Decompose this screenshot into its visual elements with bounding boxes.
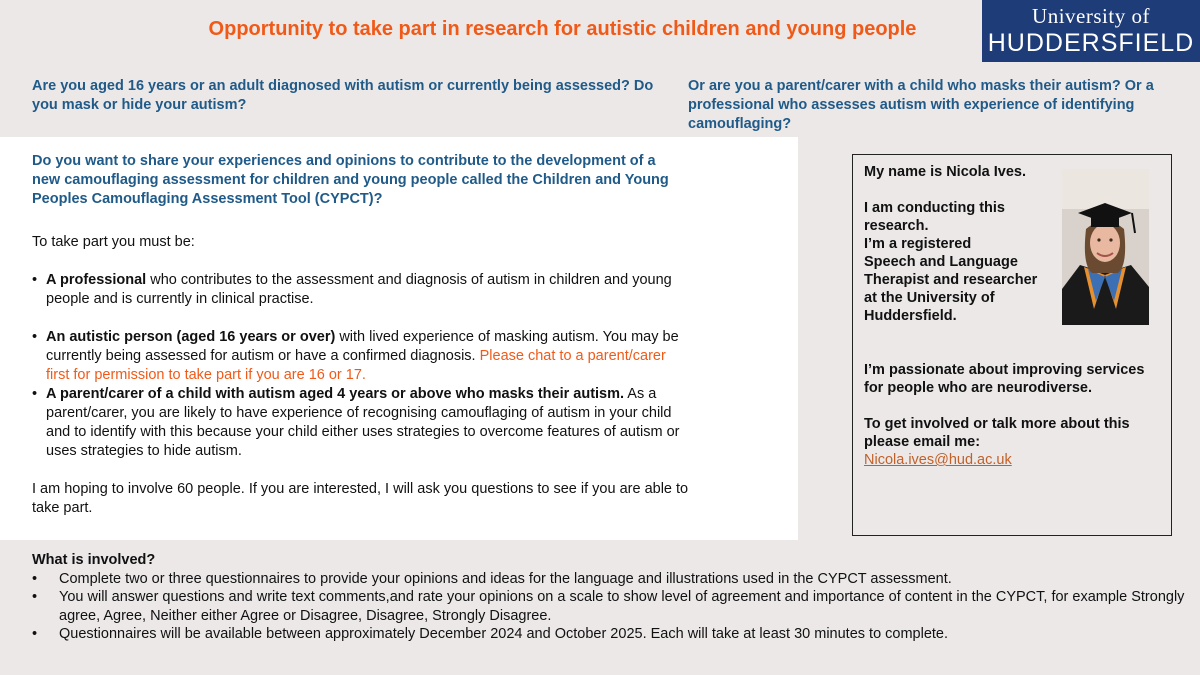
- eligibility-list: [32, 271, 692, 461]
- intro-line: at the University of: [864, 290, 995, 306]
- intro-line: Speech and Language: [864, 254, 1018, 270]
- closing-text: I am hoping to involve 60 people. If you are interested, I will ask you questions to see if you are able to take part.: [32, 481, 689, 516]
- intro-line: Huddersfield.: [864, 308, 957, 324]
- list-item: • A parent/carer of a child with autism aged 4 years or above who masks their autism. As a parent/carer, you are likely to have experience of recognising camouflaging of autism in your child and to identify with this because your child either uses strategies to overcome features of autism or uses strategies to hide autism.: [32, 386, 680, 459]
- list-item: • You will answer questions and write text comments,and rate your opinions on a scale to show level of agreement and importance of content in the CYPCT, for example Strongly agree, Agree, Neither either Agree or Disagree, Disagree, Strongly Disagree.: [32, 589, 1185, 624]
- list-item: • An autistic person (aged 16 years or over) with lived experience of masking autism. You may be currently being assessed for autism or have a confirmed diagnosis. Please chat to a parent/carer first for permission to take part if you are 16 or 17.: [32, 329, 679, 383]
- researcher-photo: [1062, 169, 1149, 325]
- eligibility-intro: To take part you must be:: [32, 234, 195, 250]
- researcher-name: My name is Nicola Ives.: [864, 164, 1026, 180]
- passion-statement: I’m passionate about improving services for people who are neurodiverse.: [864, 362, 1145, 396]
- logo-line-1: University of: [1032, 4, 1150, 28]
- parent-permission-note: Please chat to a parent/carer first for permission to take part if you are 16 or 17.: [46, 348, 666, 383]
- intro-line: I’m a registered: [864, 236, 972, 252]
- intro-line: I am conducting this: [864, 200, 1005, 216]
- what-is-involved-section: [32, 551, 1200, 644]
- bullet: •: [32, 589, 38, 605]
- bullet: •: [32, 329, 38, 345]
- question-parent-professional: Or are you a parent/carer with a child who masks their autism? Or a professional who assesses autism with experience of identifying camouflaging?: [688, 78, 1154, 132]
- list-item: • Questionnaires will be available between approximately December 2024 and October 2025. Each will take at least 30 minutes to complete.: [32, 626, 949, 642]
- intro-line: research.: [864, 218, 929, 234]
- involved-list: [32, 570, 1200, 644]
- researcher-profile-card: [852, 154, 1172, 536]
- university-logo: [982, 0, 1200, 62]
- page-title: Opportunity to take part in research for autistic children and young people: [208, 18, 917, 40]
- bullet: •: [32, 272, 38, 288]
- logo-line-2: HUDDERSFIELD: [987, 29, 1195, 57]
- list-item: • Complete two or three questionnaires to provide your opinions and ideas for the language and illustrations used in the CYPCT assessment.: [32, 570, 952, 587]
- email-link[interactable]: Nicola.ives@hud.ac.uk: [864, 452, 1012, 468]
- bullet: •: [32, 570, 38, 587]
- question-autistic-person: Are you aged 16 years or an adult diagnosed with autism or currently being assessed? Do you mask or hide your autism?: [32, 78, 654, 113]
- involved-heading: What is involved?: [32, 552, 156, 568]
- intro-line: Therapist and researcher: [864, 272, 1038, 288]
- contact-prompt: To get involved or talk more about this please email me:: [864, 416, 1130, 450]
- eligibility-body: [32, 233, 692, 518]
- eligibility-heading: Do you want to share your experiences and opinions to contribute to the development of a new camouflaging assessment for children and young people called the Children and Young Peoples Camouflaging Assessment Tool (CYPCT)?: [32, 153, 669, 207]
- bullet: •: [32, 626, 38, 642]
- bullet: •: [32, 386, 38, 402]
- list-item: • A professional who contributes to the assessment and diagnosis of autism in children and young people and is currently in clinical practise.: [32, 272, 672, 307]
